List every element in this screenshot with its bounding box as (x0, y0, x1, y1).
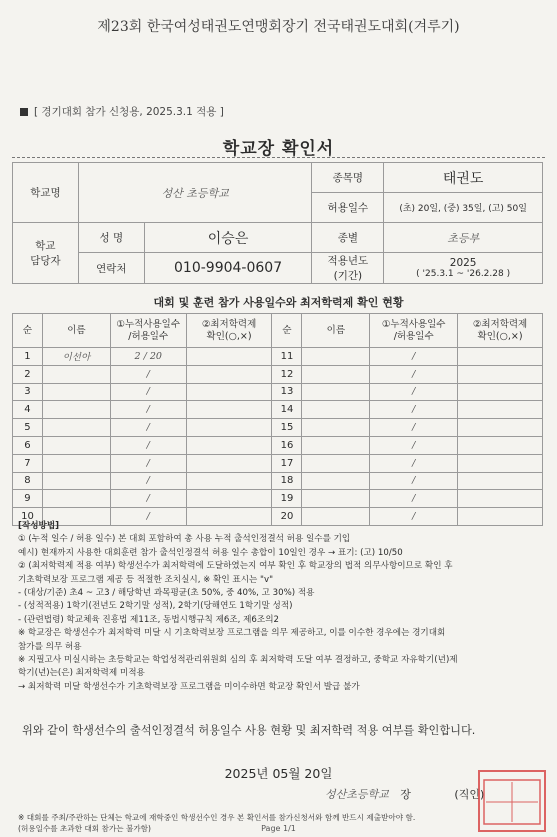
school-signature (325, 786, 484, 802)
form-note-text: [ 경기대회 참가 신청용, 2025.3.1 적용 ] (34, 106, 224, 118)
row-name: 이선아 (42, 348, 110, 366)
row-name (302, 383, 370, 401)
row-name (42, 454, 110, 472)
apply-year-label-line1: 적용년도 (327, 255, 369, 267)
method-line: ※ 학교장은 학생선수가 최저학력 미달 시 기초학력보장 프로그램을 의무 제공하고, 이를 이수한 경우에는 경기대회 (18, 628, 446, 639)
apply-period: ( '25.3.1 ~ '26.2.28 ) (416, 269, 511, 279)
row-no: 7 (13, 454, 43, 472)
row-min (458, 383, 543, 401)
header-min (458, 314, 543, 348)
row-days: / (370, 419, 458, 437)
row-days: / (370, 383, 458, 401)
event-title: 제23회 한국여성태권도연맹회장기 전국태권도대회(겨루기) (97, 19, 460, 35)
row-days: / (370, 454, 458, 472)
header-min (186, 314, 272, 348)
contact-label: 연락처 (78, 253, 144, 284)
table-row (13, 348, 543, 366)
table-row (13, 454, 543, 472)
seal-icon (482, 778, 542, 826)
seal-note: (직인) (454, 788, 485, 801)
row-no: 6 (13, 436, 43, 454)
row-min (458, 401, 543, 419)
status-title: 대회 및 훈련 참가 사용일수와 최저학력제 확인 현황 (153, 296, 404, 309)
row-no: 19 (272, 490, 302, 508)
row-min (186, 419, 272, 437)
apply-year-cell (384, 253, 543, 284)
allowed-days-value: (초) 20일, (중) 35일, (고) 50일 (384, 193, 543, 223)
header-min-line1: ②최저학력제 (472, 318, 528, 330)
signature-title: 장 (400, 788, 411, 801)
signature-school: 성산초등학교 (325, 788, 389, 801)
row-name (42, 419, 110, 437)
row-no: 15 (272, 419, 302, 437)
row-no: 18 (272, 472, 302, 490)
type-label: 종별 (312, 223, 384, 253)
header-min-line2: 확인(○,×) (477, 330, 523, 342)
row-name (302, 401, 370, 419)
header-no: 순 (272, 314, 302, 348)
row-no: 12 (272, 365, 302, 383)
row-days: / (110, 508, 186, 526)
row-name (42, 401, 110, 419)
row-days: / (110, 490, 186, 508)
header-days-line1: ①누적사용일수 (116, 318, 181, 330)
row-min (458, 436, 543, 454)
row-name (302, 436, 370, 454)
page-number: Page 1/1 (261, 824, 296, 833)
document-title: 학교장 확인서 (222, 139, 335, 159)
contact-value: 010-9904-0607 (144, 253, 312, 284)
row-days: / (110, 365, 186, 383)
row-name (42, 472, 110, 490)
method-title: [작성방법] (18, 521, 60, 531)
row-no: 14 (272, 401, 302, 419)
event-label: 종목명 (312, 163, 384, 193)
square-bullet-icon (20, 108, 28, 116)
row-min (458, 419, 543, 437)
row-min (458, 348, 543, 366)
row-no: 20 (272, 508, 302, 526)
row-no: 11 (272, 348, 302, 366)
row-min (186, 436, 272, 454)
apply-year-value: 2025 (449, 257, 477, 269)
row-no: 3 (13, 383, 43, 401)
row-no: 16 (272, 436, 302, 454)
row-name (302, 365, 370, 383)
row-days: / (370, 508, 458, 526)
row-name (302, 348, 370, 366)
header-name: 이름 (302, 314, 370, 348)
header-min-line2: 확인(○,×) (206, 330, 252, 342)
table-row (13, 490, 543, 508)
row-name (302, 490, 370, 508)
row-min (458, 454, 543, 472)
header-days-line1: ①누적사용일수 (381, 318, 446, 330)
row-min (186, 348, 272, 366)
row-days: / (370, 490, 458, 508)
row-name (302, 472, 370, 490)
footnote-line2: (허용일수를 초과한 대회 참가는 불가함) (18, 824, 151, 833)
status-table-body (13, 348, 543, 526)
allowed-days-label: 허용일수 (312, 193, 384, 223)
row-min (186, 490, 272, 508)
name-value: 이승은 (144, 223, 312, 253)
row-days: / (370, 348, 458, 366)
teacher-label-line1: 학교 (35, 240, 56, 252)
method-lines (18, 533, 543, 694)
row-no: 4 (13, 401, 43, 419)
method-line: 기초학력보장 프로그램 제공 등 적절한 조치실시, ※ 확인 표시는 "v" (18, 574, 274, 585)
row-no: 1 (13, 348, 43, 366)
footnote-line1: ※ 대회를 주최/주관하는 단체는 학교에 재학중인 학생선수인 경우 본 확인서를 참가신청서와 함께 반드시 제출받아야 함. (18, 813, 416, 822)
row-days: 2 / 20 (110, 348, 186, 366)
method-line: ② (최저학력제 적용 여부) 학생선수가 최저학력에 도달하였는지 여부 확인 후 학교장의 법적 의무사항이므로 확인 후 (18, 561, 453, 572)
row-days: / (370, 436, 458, 454)
row-min (458, 472, 543, 490)
method-line: ※ 지필고사 미실시하는 초등학교는 학업성적관리위원회 심의 후 최저학력 도달 여부 결정하고, 중학교 자유학기(년)제 (18, 655, 458, 666)
table-row (13, 436, 543, 454)
table-row (13, 383, 543, 401)
table-row (13, 401, 543, 419)
row-days: / (110, 472, 186, 490)
type-value: 초등부 (384, 223, 543, 253)
row-min (186, 454, 272, 472)
row-days: / (110, 436, 186, 454)
row-no: 10 (13, 508, 43, 526)
row-no: 8 (13, 472, 43, 490)
apply-year-label-line2: (기간) (333, 270, 363, 282)
method-line: - (관련법령) 학교체육 진흥법 제11조, 동법시행규칙 제6조, 제6조의2 (18, 614, 279, 625)
row-name (42, 490, 110, 508)
header-days-line2: /허용일수 (128, 330, 169, 342)
header-min-line1: ②최저학력제 (201, 318, 257, 330)
row-no: 9 (13, 490, 43, 508)
table-header-row (13, 314, 543, 348)
row-name (42, 383, 110, 401)
row-min (186, 401, 272, 419)
row-no: 13 (272, 383, 302, 401)
row-days: / (110, 419, 186, 437)
method-line: → 최저학력 미달 학생선수가 기초학력보장 프로그램을 미이수하면 학교장 확인서 발급 불가 (18, 681, 360, 692)
apply-year-label (312, 253, 384, 284)
row-min (186, 365, 272, 383)
info-table (12, 162, 543, 284)
row-days: / (110, 383, 186, 401)
row-name (42, 436, 110, 454)
issue-date: 2025년 05월 20일 (224, 766, 333, 781)
header-days (110, 314, 186, 348)
status-table (12, 313, 543, 526)
row-min (186, 472, 272, 490)
teacher-label-line2: 담당자 (30, 255, 61, 267)
row-name (42, 365, 110, 383)
row-days: / (370, 472, 458, 490)
confirm-text: 위와 같이 학생선수의 출석인정결석 허용일수 사용 현황 및 최저학력 적용 여부를 확인합니다. (22, 724, 476, 737)
event-value: 태권도 (384, 163, 543, 193)
row-days: / (110, 401, 186, 419)
teacher-label (13, 223, 79, 284)
row-min (186, 383, 272, 401)
method-line: 학기(년)는(은) 최저학력제 미적용 (18, 668, 145, 679)
method-line: - (성적적용) 1학기(전년도 2학기말 성적), 2학기(당해연도 1학기말 성적) (18, 601, 293, 612)
method-line: 참가를 의무 허용 (18, 641, 82, 652)
table-row (13, 365, 543, 383)
row-no: 5 (13, 419, 43, 437)
method-line: - (대상/기준) 초4 ~ 고3 / 해당학년 과목평균(초 50%, 중 40%, 고 30%) 적용 (18, 588, 315, 599)
row-days: / (370, 401, 458, 419)
table-row (13, 472, 543, 490)
row-days: / (110, 454, 186, 472)
method-line: 예시) 현재까지 사용한 대회훈련 참가 출석인정결석 허용 일수 총합이 10일인 경우 → 표기: (고) 10/50 (18, 547, 403, 558)
row-min (458, 490, 543, 508)
row-no: 2 (13, 365, 43, 383)
row-name (302, 419, 370, 437)
header-name: 이름 (42, 314, 110, 348)
row-no: 17 (272, 454, 302, 472)
name-label: 성 명 (78, 223, 144, 253)
method-section (18, 520, 543, 694)
header-days-line2: /허용일수 (393, 330, 434, 342)
school-label: 학교명 (13, 163, 79, 223)
form-note (20, 104, 224, 119)
row-days: / (370, 365, 458, 383)
method-line: ① (누적 일수 / 허용 일수) 본 대회 포함하여 총 사용 누적 출석인정결석 허용 일수를 기입 (18, 534, 351, 545)
school-seal-stamp (478, 770, 546, 832)
table-row (13, 419, 543, 437)
header-days (370, 314, 458, 348)
header-no: 순 (13, 314, 43, 348)
school-value: 성산 초등학교 (78, 163, 312, 223)
row-name (302, 454, 370, 472)
divider (12, 157, 545, 158)
row-min (458, 365, 543, 383)
